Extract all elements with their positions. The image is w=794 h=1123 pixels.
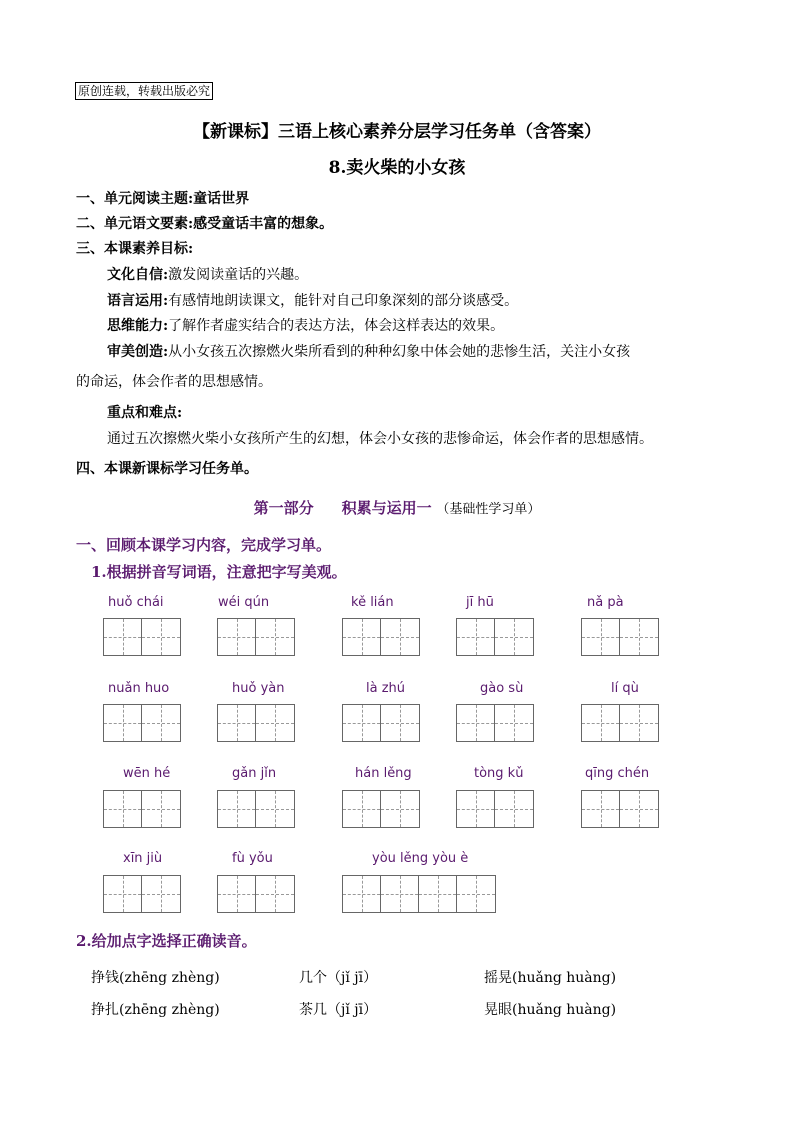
goal-thinking-label: 思维能力: [107, 318, 169, 334]
writing-grid[interactable] [581, 790, 659, 828]
reading-choice: 摇晃(huǎng huàng) [484, 970, 617, 986]
writing-grid[interactable] [456, 618, 534, 656]
pinyin-label: qīng chén [585, 766, 650, 781]
question-2: 2.给加点字选择正确读音。 [76, 932, 257, 950]
writing-grid[interactable] [456, 704, 534, 742]
goal-thinking-text: 了解作者虚实结合的表达方法，体会这样表达的效果。 [168, 318, 505, 334]
section-1-value: 童话世界 [193, 191, 250, 207]
goal-aesthetic-text-a: 从小女孩五次擦燃火柴所看到的种种幻象中体会她的悲惨生活，关注小女孩 [168, 344, 631, 360]
writing-grid[interactable] [342, 790, 420, 828]
writing-grid[interactable] [581, 618, 659, 656]
goal-language-text: 有感情地朗读课文，能针对自己印象深刻的部分谈感受。 [168, 293, 519, 309]
pinyin-label: là zhú [366, 681, 406, 696]
pinyin-label: jī hū [466, 595, 494, 610]
pinyin-label: tòng kǔ [474, 766, 524, 781]
part-topic: 积累与运用一 [341, 499, 432, 517]
reading-choice: 茶几（jǐ jī） [299, 1002, 378, 1018]
pinyin-label: hán lěng [355, 766, 412, 781]
writing-grid[interactable] [103, 790, 181, 828]
goal-culture [107, 265, 308, 285]
section-2-value: 感受童话丰富的想象。 [193, 216, 334, 232]
reading-choice: 晃眼(huǎng huàng) [484, 1002, 617, 1018]
pinyin-label: lí qù [611, 681, 639, 696]
pinyin-label: wéi qún [218, 595, 270, 610]
section-2-label: 二、单元语文要素: [76, 216, 194, 232]
lesson-title: 8.卖火柴的小女孩 [328, 158, 466, 178]
part-heading [0, 497, 794, 518]
pinyin-label: xīn jiù [123, 851, 163, 866]
part-name: 第一部分 [253, 499, 314, 517]
pinyin-label: huǒ chái [108, 595, 164, 610]
writing-grid[interactable] [103, 875, 181, 913]
key-points-text: 通过五次擦燃火柴小女孩所产生的幻想，体会小女孩的悲惨命运，体会作者的思想感情。 [107, 431, 653, 447]
pinyin-label: fù yǒu [232, 851, 273, 866]
copyright-notice: 原创连载，转载出版必究 [75, 82, 213, 100]
section-4: 四、本课新课标学习任务单。 [76, 461, 258, 477]
section-2 [76, 214, 333, 234]
pinyin-label: gǎn jǐn [232, 766, 277, 781]
writing-grid[interactable] [581, 704, 659, 742]
pinyin-label: huǒ yàn [232, 681, 285, 696]
writing-grid[interactable] [217, 618, 295, 656]
pinyin-label: nuǎn huo [108, 681, 170, 696]
pinyin-label: kě lián [351, 595, 394, 610]
goal-aesthetic-label: 审美创造: [107, 344, 169, 360]
goal-language [107, 291, 518, 311]
writing-grid[interactable] [103, 704, 181, 742]
reading-choice: 几个（jǐ jī） [299, 970, 378, 986]
part-note: （基础性学习单） [436, 502, 541, 517]
writing-grid[interactable] [342, 704, 420, 742]
pinyin-label: yòu lěng yòu è [372, 851, 469, 866]
goal-aesthetic-text-b: 的命运，体会作者的思想感情。 [76, 374, 272, 390]
pinyin-label: gào sù [480, 681, 524, 696]
writing-grid[interactable] [217, 875, 295, 913]
writing-grid[interactable] [456, 790, 534, 828]
writing-grid[interactable] [217, 704, 295, 742]
document-title: 【新课标】三语上核心素养分层学习任务单（含答案） [193, 122, 601, 142]
question-1: 1.根据拼音写词语，注意把字写美观。 [91, 563, 347, 581]
section-3-label: 三、本课素养目标: [76, 241, 194, 257]
pinyin-label: nǎ pà [587, 595, 624, 610]
writing-grid[interactable] [217, 790, 295, 828]
reading-choice: 挣扎(zhēng zhèng) [91, 1002, 220, 1018]
pinyin-label: wēn hé [123, 766, 171, 781]
goal-culture-text: 激发阅读童话的兴趣。 [168, 267, 309, 283]
section-1-label: 一、单元阅读主题: [76, 191, 194, 207]
goal-culture-label: 文化自信: [107, 267, 169, 283]
goal-aesthetic [107, 342, 630, 362]
section-1 [76, 189, 249, 209]
writing-grid-wide[interactable] [342, 875, 496, 913]
writing-grid[interactable] [342, 618, 420, 656]
goal-language-label: 语言运用: [107, 293, 169, 309]
task-1-heading: 一、回顾本课学习内容，完成学习单。 [76, 536, 332, 554]
writing-grid[interactable] [103, 618, 181, 656]
reading-choice: 挣钱(zhēng zhèng) [91, 970, 220, 986]
key-points-label: 重点和难点: [107, 405, 183, 421]
goal-thinking [107, 316, 504, 336]
